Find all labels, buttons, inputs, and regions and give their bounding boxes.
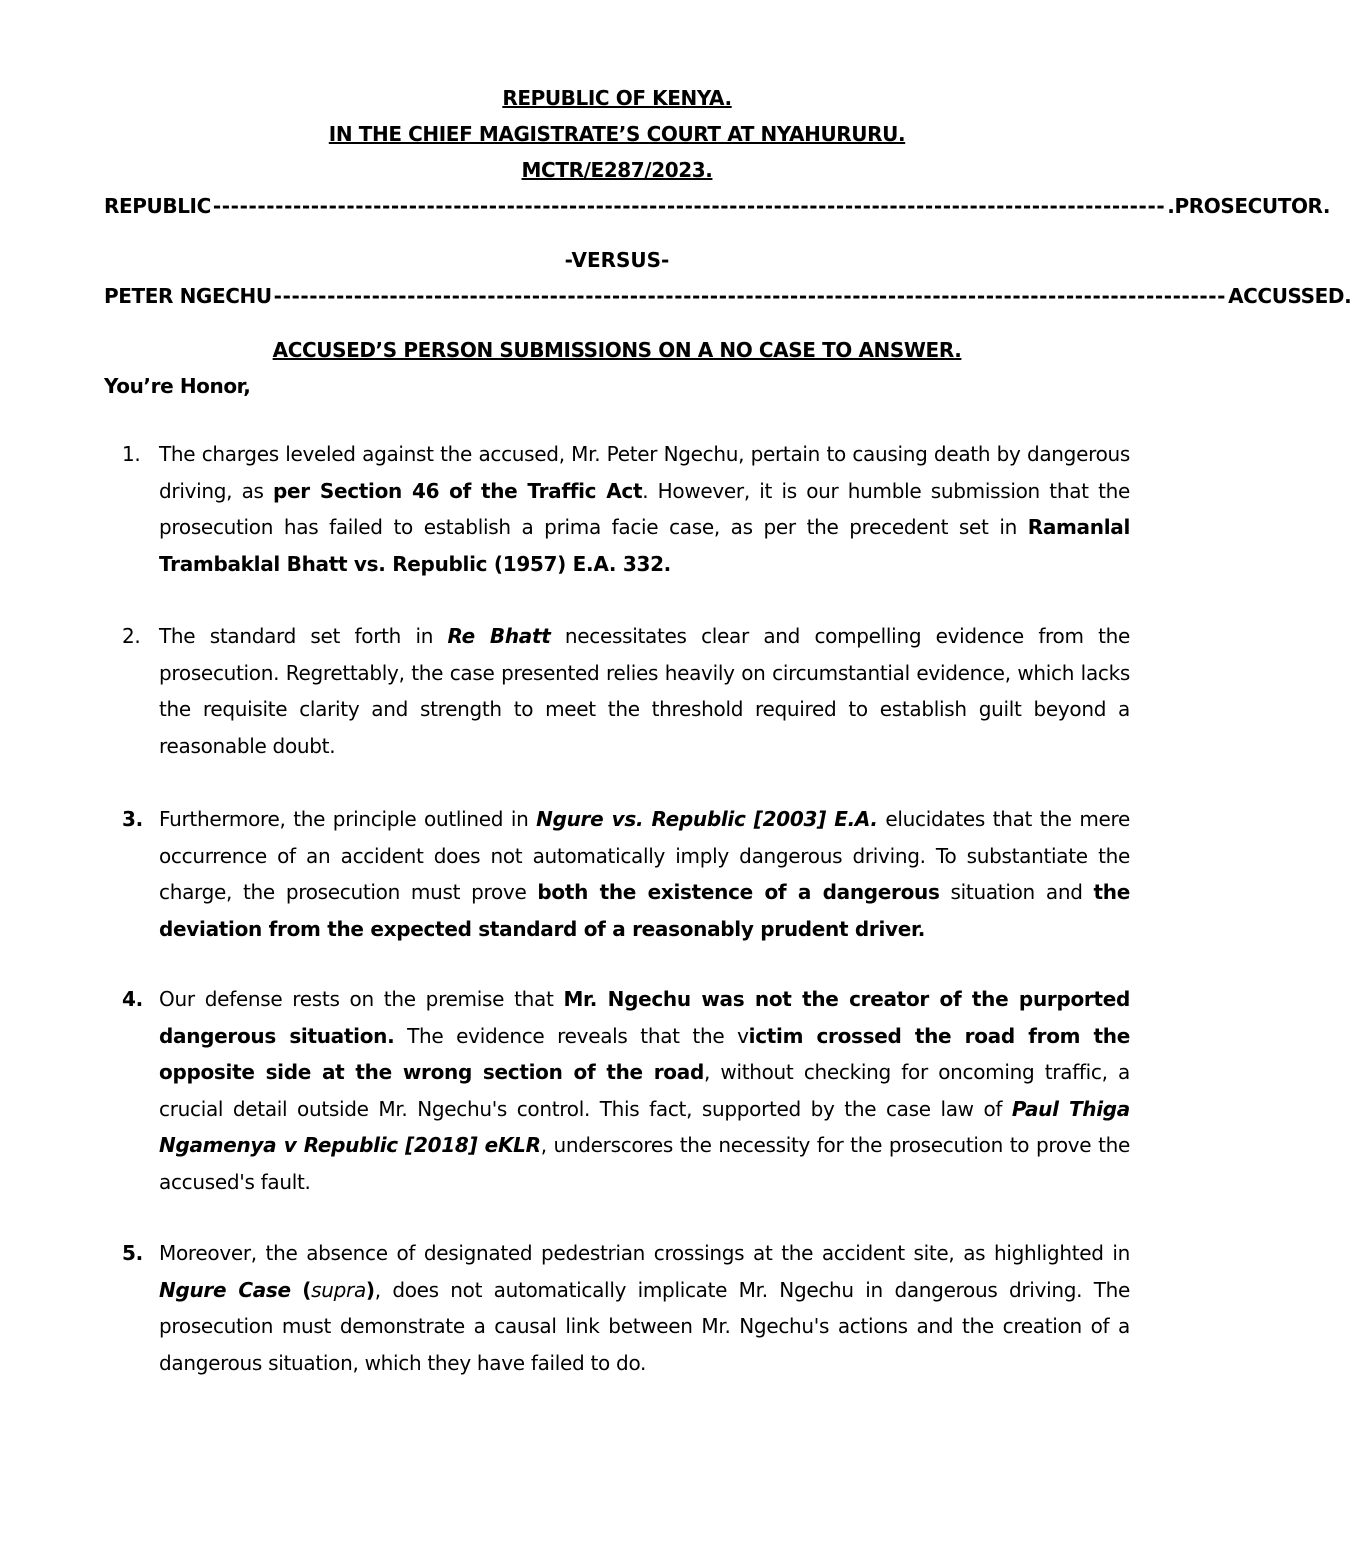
text-run: , does not automatically implicate Mr. Ngechu in dangerous driving. The prosecution must demonstrate a causal link between Mr. Ngechu's actions and the creation of a dangerous situation, which they have failed to do. — [159, 1277, 1130, 1375]
salutation: You’re Honor, — [104, 374, 251, 398]
paragraph-text — [159, 981, 1130, 1200]
versus-label: -VERSUS- — [564, 248, 670, 272]
paragraph-number: 5. — [122, 1241, 143, 1265]
document-header — [104, 80, 1351, 404]
paragraph-text — [159, 801, 1130, 947]
emphasized-text: Ramanlal Trambaklal Bhatt vs. Republic (1957) E.A. 332. — [159, 515, 1130, 576]
emphasized-text: per Section 46 of the Traffic Act — [273, 478, 643, 503]
text-run: Moreover, the absence of designated pedestrian crossings at the accident site, as highlighted in — [159, 1241, 1130, 1265]
emphasized-text: the deviation from the expected standard of a reasonably prudent driver. — [159, 880, 1130, 941]
accused-name: PETER NGECHU — [104, 284, 272, 308]
case-number: MCTR/E287/2023. — [521, 158, 713, 182]
paragraph-number: 2. — [122, 624, 141, 648]
text-run: Furthermore, the principle outlined in — [159, 807, 537, 831]
emphasized-text: Paul Thiga Ngamenya v Republic [2018] eKLR — [159, 1096, 1131, 1157]
country-heading: REPUBLIC OF KENYA. — [502, 86, 732, 110]
paragraph-number: 3. — [122, 807, 143, 831]
paragraph-text — [159, 618, 1130, 764]
paragraph-number: 1. — [122, 442, 141, 466]
text-run: . However, it is our humble submission that the prosecution has failed to establish a prima facie case, as per the precedent set in — [159, 478, 1130, 539]
prosecutor-name: REPUBLIC — [104, 194, 211, 218]
text-run: situation and — [939, 880, 1094, 904]
emphasized-text: Re Bhatt — [447, 624, 551, 648]
paragraph-number: 4. — [122, 987, 143, 1011]
accused-role: ACCUSSED. — [1228, 284, 1351, 308]
text-run: , without checking for oncoming traffic, a crucial detail outside Mr. Ngechu's control. This fact, supported by the case law of — [159, 1060, 1130, 1121]
paragraph-text — [159, 1235, 1130, 1381]
emphasized-text: Ngure vs. Republic [2003] E.A. — [536, 807, 878, 831]
accused-line — [104, 278, 1351, 314]
emphasized-text: Mr. Ngechu was not the creator of the purported dangerous situation. — [159, 987, 1131, 1048]
prosecutor-dashes: ----------------------------------------------------------------------------------------------------------- — [212, 194, 1166, 218]
text-run — [291, 1278, 303, 1302]
paragraph-1 — [104, 436, 1130, 582]
document-title: ACCUSED’S PERSON SUBMISSIONS ON A NO CASE TO ANSWER. — [272, 338, 962, 362]
text-run: , underscores the necessity for the prosecution to prove the accused's fault. — [159, 1133, 1130, 1194]
emphasized-text: ictim crossed the road from the opposite side at the wrong section of the road — [159, 1023, 1130, 1084]
emphasized-text: both the existence of a dangerous — [537, 880, 940, 904]
emphasized-text: supra — [311, 1277, 366, 1302]
paragraph-4 — [104, 981, 1130, 1200]
text-run: Our defense rests on the premise that — [159, 987, 564, 1011]
paragraph-2 — [104, 618, 1130, 764]
emphasized-text: ( — [302, 1277, 312, 1302]
accused-dashes: ----------------------------------------------------------------------------------------------------------- — [273, 284, 1227, 308]
court-heading: IN THE CHIEF MAGISTRATE’S COURT AT NYAHURURU. — [328, 122, 906, 146]
paragraph-3 — [104, 801, 1130, 947]
text-run: necessitates clear and compelling evidence from the prosecution. Regrettably, the case presented relies heavily on circumstantial evidence, which lacks the requisite clarity and strength to meet the threshold required to establish guilt beyond a reasonable doubt. — [159, 624, 1130, 758]
paragraph-5 — [104, 1235, 1130, 1381]
text-run: The standard set forth in — [159, 624, 448, 648]
text-run: The charges leveled against the accused, Mr. Peter Ngechu, pertain to causing death by dangerous driving, as — [159, 442, 1130, 503]
text-run: elucidates that the mere occurrence of an accident does not automatically imply dangerous driving. To substantiate the charge, the prosecution must prove — [159, 807, 1130, 904]
prosecutor-role: .PROSECUTOR. — [1167, 194, 1331, 218]
text-run: The evidence reveals that the v — [394, 1023, 749, 1048]
prosecutor-line — [104, 188, 1331, 224]
emphasized-text: Ngure Case — [159, 1277, 291, 1302]
paragraph-text — [159, 436, 1130, 582]
emphasized-text: ) — [365, 1277, 375, 1302]
